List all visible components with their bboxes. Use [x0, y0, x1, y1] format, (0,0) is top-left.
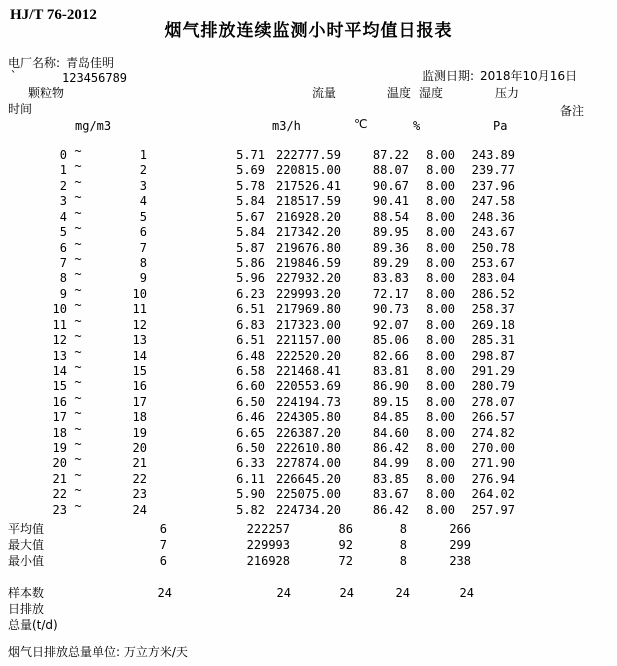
dust-value: 5.84	[236, 225, 265, 240]
hour-end: 2	[139, 163, 147, 178]
summary-value: 216928	[246, 554, 290, 568]
table-row	[0, 267, 617, 287]
dust-value: 6.58	[236, 363, 265, 378]
column-header-pressure: 压力	[495, 86, 520, 100]
hour-start: 4	[59, 209, 67, 224]
column-header-temp: 温度	[387, 86, 412, 100]
summary-label: 平均值	[8, 522, 45, 536]
dust-value: 6.65	[236, 425, 265, 440]
table-row	[0, 406, 617, 426]
pressure-value: 269.18	[471, 317, 515, 332]
hour-start: 1	[59, 163, 67, 178]
table-row	[0, 221, 617, 241]
page-title: 烟气排放连续监测小时平均值日报表	[164, 21, 453, 41]
unit-humidity: %	[413, 119, 421, 133]
table-row	[0, 359, 617, 380]
dust-value: 6.50	[236, 394, 265, 409]
hour-end: 13	[132, 333, 147, 347]
unit-dust: mg/m3	[75, 119, 112, 133]
temp-value: 83.67	[372, 487, 409, 502]
time-separator: ~	[74, 498, 82, 513]
flow-value: 229993.20	[275, 286, 341, 301]
temp-value: 89.36	[372, 240, 409, 255]
table-row	[0, 298, 617, 318]
summary-value: 229993	[246, 538, 290, 552]
table-row	[0, 390, 617, 411]
humidity-value: 8.00	[426, 286, 455, 301]
temp-value: 86.42	[372, 502, 409, 517]
time-separator: ~	[74, 144, 82, 158]
time-separator: ~	[74, 298, 82, 313]
pressure-value: 286.52	[471, 286, 515, 301]
summary-value: 86	[338, 522, 353, 536]
temp-value: 88.54	[372, 209, 409, 224]
table-row	[0, 452, 617, 472]
hour-end: 9	[139, 271, 147, 286]
daily-emission-label-line2: 总量(t/d)	[8, 618, 58, 632]
plant-name-label: 电厂名称:	[8, 56, 61, 70]
temp-value: 89.15	[372, 394, 409, 409]
humidity-value: 8.00	[426, 471, 455, 486]
humidity-value: 8.00	[426, 502, 455, 517]
time-separator: ~	[74, 174, 82, 189]
hour-start: 17	[52, 410, 67, 425]
humidity-value: 8.00	[426, 441, 455, 455]
pressure-value: 278.07	[471, 394, 515, 409]
time-separator: ~	[74, 359, 82, 374]
flow-value: 227874.00	[275, 456, 341, 471]
summary-value: 238	[449, 554, 471, 568]
pressure-value: 248.36	[471, 209, 515, 224]
hour-start: 5	[59, 225, 67, 240]
pressure-value: 250.78	[471, 240, 515, 255]
hour-start: 18	[52, 425, 67, 440]
time-separator: ~	[74, 437, 82, 451]
column-header-dust: 颗粒物	[28, 86, 65, 100]
samples-label: 样本数	[8, 586, 45, 600]
humidity-value: 8.00	[426, 333, 455, 347]
time-separator: ~	[74, 205, 82, 220]
time-separator: ~	[74, 421, 82, 436]
temp-value: 84.99	[372, 456, 409, 471]
time-separator: ~	[74, 251, 82, 266]
pressure-value: 258.37	[471, 302, 515, 317]
time-separator: ~	[74, 344, 82, 359]
hour-end: 19	[132, 425, 147, 440]
column-header-remark: 备注	[560, 104, 585, 118]
humidity-value: 8.00	[426, 194, 455, 209]
dust-value: 6.33	[236, 456, 265, 471]
pressure-value: 243.89	[471, 148, 515, 162]
table-row	[0, 205, 617, 226]
time-separator: ~	[74, 329, 82, 343]
column-header-time: 时间	[8, 102, 33, 116]
sample-count: 24	[157, 586, 172, 600]
hour-end: 4	[139, 194, 147, 209]
hour-end: 24	[132, 502, 147, 517]
flow-value: 226387.20	[275, 425, 341, 440]
flow-value: 222520.20	[275, 348, 341, 363]
temp-value: 83.81	[372, 363, 409, 378]
table-row	[0, 282, 617, 303]
hour-end: 6	[139, 225, 147, 240]
table-row	[0, 236, 617, 257]
dust-value: 5.67	[236, 209, 265, 224]
temp-value: 90.67	[372, 178, 409, 193]
hour-end: 23	[132, 487, 147, 502]
time-separator: ~	[74, 236, 82, 251]
summary-row	[0, 554, 617, 570]
humidity-value: 8.00	[426, 379, 455, 394]
temp-value: 92.07	[372, 317, 409, 332]
hour-start: 8	[59, 271, 67, 286]
summary-value: 266	[449, 522, 471, 536]
pressure-value: 237.96	[471, 178, 515, 193]
hour-end: 22	[132, 471, 147, 486]
unit-flow: m3/h	[272, 119, 301, 133]
humidity-value: 8.00	[426, 487, 455, 502]
dust-value: 5.90	[236, 487, 265, 502]
table-row	[0, 159, 617, 179]
table-row	[0, 437, 617, 457]
pressure-value: 298.87	[471, 348, 515, 363]
flow-value: 218517.59	[275, 194, 341, 209]
table-row	[0, 421, 617, 442]
humidity-value: 8.00	[426, 456, 455, 471]
temp-value: 83.83	[372, 271, 409, 286]
humidity-value: 8.00	[426, 271, 455, 286]
monitor-date-label: 监测日期:	[422, 69, 475, 83]
time-separator: ~	[74, 159, 82, 174]
dust-value: 5.96	[236, 271, 265, 286]
humidity-value: 8.00	[426, 225, 455, 240]
table-row	[0, 498, 617, 519]
time-separator: ~	[74, 467, 82, 482]
dust-value: 6.51	[236, 302, 265, 317]
time-separator: ~	[74, 313, 82, 328]
time-separator: ~	[74, 221, 82, 236]
plant-code-value: 123456789	[62, 71, 128, 85]
humidity-value: 8.00	[426, 348, 455, 363]
pressure-value: 285.31	[471, 333, 515, 347]
footer-unit-note: 烟气日排放总量单位: 万立方米/天	[8, 645, 188, 659]
humidity-value: 8.00	[426, 302, 455, 317]
flow-value: 224194.73	[275, 394, 341, 409]
summary-row	[0, 538, 617, 554]
summary-label: 最小值	[8, 554, 45, 568]
flow-value: 226645.20	[275, 471, 341, 486]
hour-end: 20	[132, 441, 147, 455]
hour-start: 3	[59, 194, 67, 209]
time-separator: ~	[74, 267, 82, 282]
dust-value: 6.23	[236, 286, 265, 301]
hour-start: 12	[52, 333, 67, 347]
humidity-value: 8.00	[426, 255, 455, 270]
hour-start: 20	[52, 456, 67, 471]
flow-value: 217342.20	[275, 225, 341, 240]
hour-start: 9	[59, 286, 67, 301]
temp-value: 84.85	[372, 410, 409, 425]
pressure-value: 274.82	[471, 425, 515, 440]
summary-value: 72	[338, 554, 353, 568]
pressure-value: 291.29	[471, 363, 515, 378]
hour-start: 13	[52, 348, 67, 363]
temp-value: 86.90	[372, 379, 409, 394]
hour-start: 2	[59, 178, 67, 193]
flow-value: 222777.59	[275, 148, 341, 162]
dust-value: 6.50	[236, 441, 265, 455]
unit-temp: ℃	[354, 117, 368, 131]
temp-value: 83.85	[372, 471, 409, 486]
hour-end: 17	[132, 394, 147, 409]
pressure-value: 264.02	[471, 487, 515, 502]
pressure-value: 239.77	[471, 163, 515, 178]
table-row	[0, 375, 617, 395]
humidity-value: 8.00	[426, 163, 455, 178]
temp-value: 72.17	[372, 286, 409, 301]
hour-start: 16	[52, 394, 67, 409]
flow-value: 217323.00	[275, 317, 341, 332]
time-separator: ~	[74, 375, 82, 390]
dust-value: 5.71	[236, 148, 265, 162]
summary-value: 8	[399, 554, 407, 568]
table-row	[0, 329, 617, 349]
flow-value: 224305.80	[275, 410, 341, 425]
sample-count: 24	[459, 586, 474, 600]
temp-value: 87.22	[372, 148, 409, 162]
hour-end: 18	[132, 410, 147, 425]
summary-value: 8	[399, 522, 407, 536]
dust-value: 5.82	[236, 502, 265, 517]
sample-count: 24	[276, 586, 291, 600]
flow-value: 219676.80	[275, 240, 341, 255]
hour-start: 6	[59, 240, 67, 255]
time-separator: ~	[74, 483, 82, 498]
unit-pressure: Pa	[493, 119, 508, 133]
hour-start: 21	[52, 471, 67, 486]
pressure-value: 243.67	[471, 225, 515, 240]
hour-start: 19	[52, 441, 67, 455]
hour-start: 22	[52, 487, 67, 502]
sample-count: 24	[339, 586, 354, 600]
temp-value: 84.60	[372, 425, 409, 440]
flow-value: 217526.41	[275, 178, 341, 193]
time-separator: ~	[74, 452, 82, 467]
hour-end: 8	[139, 255, 147, 270]
humidity-value: 8.00	[426, 363, 455, 378]
flow-value: 221157.00	[275, 333, 341, 347]
summary-row	[0, 522, 617, 538]
pressure-value: 271.90	[471, 456, 515, 471]
monitor-date-value: 2018年10月16日	[480, 69, 578, 83]
hour-end: 15	[132, 363, 147, 378]
column-header-humidity: 湿度	[419, 86, 444, 100]
standard-code: HJ/T 76-2012	[10, 7, 97, 23]
table-row	[0, 483, 617, 503]
pressure-value: 270.00	[471, 441, 515, 455]
summary-value: 92	[338, 538, 353, 552]
dust-value: 5.87	[236, 240, 265, 255]
dust-value: 5.69	[236, 163, 265, 178]
hour-end: 10	[132, 286, 147, 301]
summary-value: 8	[399, 538, 407, 552]
dust-value: 5.78	[236, 178, 265, 193]
humidity-value: 8.00	[426, 394, 455, 409]
summary-value: 222257	[246, 522, 290, 536]
hour-end: 5	[139, 209, 147, 224]
temp-value: 82.66	[372, 348, 409, 363]
hour-start: 0	[59, 148, 67, 162]
flow-value: 216928.20	[275, 209, 341, 224]
time-separator: ~	[74, 282, 82, 297]
temp-value: 86.42	[372, 441, 409, 455]
table-row	[0, 190, 617, 210]
dust-value: 5.86	[236, 255, 265, 270]
daily-emission-label-line1: 日排放	[8, 602, 45, 616]
flow-value: 221468.41	[275, 363, 341, 378]
pressure-value: 253.67	[471, 255, 515, 270]
humidity-value: 8.00	[426, 317, 455, 332]
humidity-value: 8.00	[426, 209, 455, 224]
flow-value: 227932.20	[275, 271, 341, 286]
pressure-value: 283.04	[471, 271, 515, 286]
temp-value: 85.06	[372, 333, 409, 347]
time-separator: ~	[74, 190, 82, 205]
plant-code-prefix: `	[10, 69, 18, 83]
pressure-value: 276.94	[471, 471, 515, 486]
column-header-flow: 流量	[312, 86, 337, 100]
hour-end: 11	[132, 302, 147, 317]
samples-row	[0, 586, 617, 602]
temp-value: 88.07	[372, 163, 409, 178]
temp-value: 90.41	[372, 194, 409, 209]
hour-end: 3	[139, 178, 147, 193]
humidity-value: 8.00	[426, 240, 455, 255]
dust-value: 6.46	[236, 410, 265, 425]
pressure-value: 266.57	[471, 410, 515, 425]
humidity-value: 8.00	[426, 425, 455, 440]
pressure-value: 247.58	[471, 194, 515, 209]
hour-end: 16	[132, 379, 147, 394]
time-separator: ~	[74, 406, 82, 421]
summary-value: 7	[159, 538, 167, 552]
temp-value: 90.73	[372, 302, 409, 317]
summary-value: 6	[159, 522, 167, 536]
dust-value: 6.51	[236, 333, 265, 347]
table-row	[0, 144, 617, 164]
table-row	[0, 174, 617, 195]
hour-start: 23	[52, 502, 67, 517]
flow-value: 225075.00	[275, 487, 341, 502]
dust-value: 6.60	[236, 379, 265, 394]
humidity-value: 8.00	[426, 178, 455, 193]
hour-start: 11	[52, 317, 67, 332]
flow-value: 219846.59	[275, 255, 341, 270]
table-row	[0, 251, 617, 272]
sample-count: 24	[395, 586, 410, 600]
flow-value: 224734.20	[275, 502, 341, 517]
dust-value: 6.11	[236, 471, 265, 486]
table-row	[0, 344, 617, 365]
hour-end: 14	[132, 348, 147, 363]
dust-value: 5.84	[236, 194, 265, 209]
summary-label: 最大值	[8, 538, 45, 552]
time-separator: ~	[74, 390, 82, 405]
hour-end: 7	[139, 240, 147, 255]
hour-end: 12	[132, 317, 147, 332]
plant-name-value: 青岛佳明	[66, 56, 115, 70]
summary-value: 299	[449, 538, 471, 552]
temp-value: 89.95	[372, 225, 409, 240]
humidity-value: 8.00	[426, 148, 455, 162]
flow-value: 217969.80	[275, 302, 341, 317]
table-row	[0, 467, 617, 488]
hour-end: 1	[139, 148, 147, 162]
dust-value: 6.83	[236, 317, 265, 332]
hour-start: 7	[59, 255, 67, 270]
table-row	[0, 313, 617, 334]
summary-value: 6	[159, 554, 167, 568]
pressure-value: 280.79	[471, 379, 515, 394]
hour-end: 21	[132, 456, 147, 471]
flow-value: 220553.69	[275, 379, 341, 394]
flow-value: 220815.00	[275, 163, 341, 178]
hour-start: 10	[52, 302, 67, 317]
hour-start: 14	[52, 363, 67, 378]
dust-value: 6.48	[236, 348, 265, 363]
flow-value: 222610.80	[275, 441, 341, 455]
humidity-value: 8.00	[426, 410, 455, 425]
hour-start: 15	[52, 379, 67, 394]
pressure-value: 257.97	[471, 502, 515, 517]
temp-value: 89.29	[372, 255, 409, 270]
